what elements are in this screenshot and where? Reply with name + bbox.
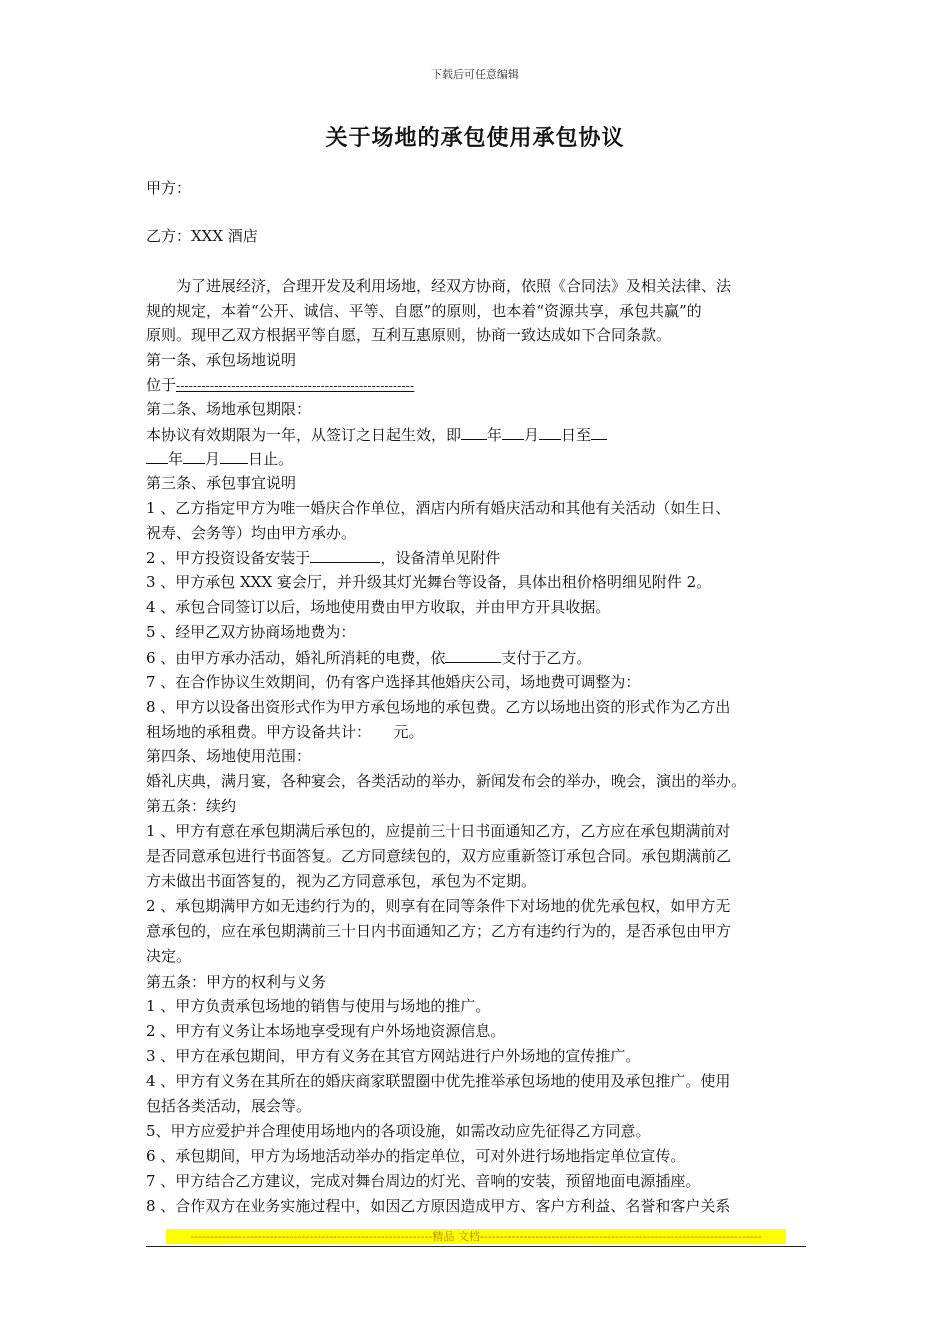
article-6-item-4b: 包括各类活动，展会等。 [146,1097,312,1115]
end-day-blank [220,446,248,464]
article-6-item-7: 7 、甲方结合乙方建议，完成对舞台周边的灯光、音响的安装，预留地面电源插座。 [146,1172,701,1190]
location-label: 位于 [146,375,177,394]
year-label: 年 [487,425,503,444]
end-month-blank [183,446,205,464]
article-3-item-3: 3 、甲方承包 XXX 宴会厅，并升级其灯光舞台等设备，具体出租价格明细见附件 2。 [146,573,712,591]
article-2-term-line-1 [146,422,811,448]
party-a-line: 甲方： [146,179,192,197]
year-blank [461,422,487,440]
article-3-item-2 [146,545,811,571]
article-4-text: 婚礼庆典，满月宴，各种宴会，各类活动的举办，新闻发布会的举办，晚会，演出的举办。 [146,772,747,790]
day-to-label: 日至 [561,425,592,444]
article-6-item-8: 8 、合作双方在业务实施过程中，如因乙方原因造成甲方、客户方利益、名誉和客户关系 [146,1197,731,1215]
electricity-text: 6 、由甲方承办活动，婚礼所消耗的电费，依 [146,649,446,667]
document-title: 关于场地的承包使用承包协议 [325,125,625,151]
month-blank [502,422,524,440]
electricity-text-end: 支付于乙方。 [501,649,592,667]
article-1-location [146,373,811,399]
article-6-item-1: 1 、甲方负责承包场地的销售与使用与场地的推广。 [146,997,491,1015]
article-5-title: 第五条：续约 [146,797,237,815]
party-b-line: 乙方：XXX 酒店 [146,227,258,245]
day-blank [539,422,561,440]
article-3-item-7: 7 、在合作协议生效期间，仍有客户选择其他婚庆公司，场地费可调整为： [146,673,641,691]
end-month-label: 月 [205,450,221,468]
install-location-blank [310,545,380,563]
month-label: 月 [524,425,540,444]
article-3-item-8a: 8 、甲方以设备出资形式作为甲方承包场地的承包费。乙方以场地出资的形式作为乙方出 [146,698,731,716]
end-day-label: 日止。 [248,450,294,468]
location-dashes: -------------------------------------------------------- [176,378,415,393]
end-year-blank-b [146,446,168,464]
install-text-end: ，设备清单见附件 [380,549,501,567]
term-text: 本协议有效期限为一年，从签订之日起生效，即 [146,425,462,444]
footer-divider [146,1246,806,1247]
article-5-item-2c: 决定。 [146,947,192,965]
footer-watermark-bar: -------------------------------------------------------------精品 文档----------------------------------------------------------------------- [166,1229,786,1244]
article-3-item-5: 5 、经甲乙双方协商场地费为： [146,623,356,641]
article-3-item-8b: 租场地的承租费。甲方设备共计： 元。 [146,722,424,741]
install-text: 2 、甲方投资设备安装于 [146,549,311,567]
article-6-item-2: 2 、甲方有义务让本场地享受现有户外场地资源信息。 [146,1022,506,1040]
article-5-item-1b: 是否同意承包进行书面答复。乙方同意续包的，双方应重新签订承包合同。承包期满前乙 [146,847,732,865]
article-6-item-3: 3 、甲方在承包期间，甲方有义务在其官方网站进行户外场地的宣传推广。 [146,1047,641,1065]
article-6-item-6: 6 、承包期间，甲方为场地活动举办的指定单位，可对外进行场地指定单位宣传。 [146,1147,686,1165]
article-4-title: 第四条、场地使用范围： [146,747,312,765]
article-6-title: 第五条：甲方的权利与义务 [146,973,327,991]
article-5-item-1a: 1 、甲方有意在承包期满后承包的，应提前三十日书面通知乙方，乙方应在承包期满前对 [146,822,731,840]
intro-line-1: 为了进展经济，合理开发及利用场地，经双方协商，依照《合同法》及相关法律、法 [146,277,732,295]
article-3-item-1b: 祝寿、会务等）均由甲方承办。 [146,523,357,542]
article-6-item-4a: 4 、甲方有义务在其所在的婚庆商家联盟圈中优先推举承包场地的使用及承包推广。使用 [146,1072,731,1090]
article-5-item-1c: 方未做出书面答复的，视为乙方同意承包，承包为不定期。 [146,872,537,890]
article-3-item-6 [146,645,811,671]
electricity-blank [445,645,501,663]
article-6-item-5: 5、甲方应爱护并合理使用场地内的各项设施，如需改动应先征得乙方同意。 [146,1122,651,1140]
article-5-item-2b: 意承包的，应在承包期满前三十日内书面通知乙方；乙方有违约行为的，是否承包由甲方 [146,922,732,940]
intro-line-3: 原则。现甲乙双方根据平等自愿，互利互惠原则，协商一致达成如下合同条款。 [146,326,672,344]
article-3-item-4: 4 、承包合同签订以后，场地使用费由甲方收取，并由甲方开具收据。 [146,598,611,616]
article-2-term-line-2 [146,446,811,472]
article-5-item-2a: 2 、承包期满甲方如无违约行为的，则享有在同等条件下对场地的优先承包权，如甲方无 [146,897,731,915]
end-year-blank-a [591,422,607,440]
page-header: 下载后可任意编辑 [431,68,519,81]
article-3-title: 第三条、承包事宜说明 [146,474,297,492]
article-3-item-1a: 1 、乙方指定甲方为唯一婚庆合作单位，酒店内所有婚庆活动和其他有关活动（如生日、 [146,499,731,517]
article-2-title: 第二条、场地承包期限： [146,400,312,418]
article-1-title: 第一条、承包场地说明 [146,351,297,369]
end-year-label: 年 [168,450,184,468]
intro-line-2: 规的规定，本着“公开、诚信、平等、自愿”的原则，也本着“资源共享，承包共赢”的 [146,301,702,320]
